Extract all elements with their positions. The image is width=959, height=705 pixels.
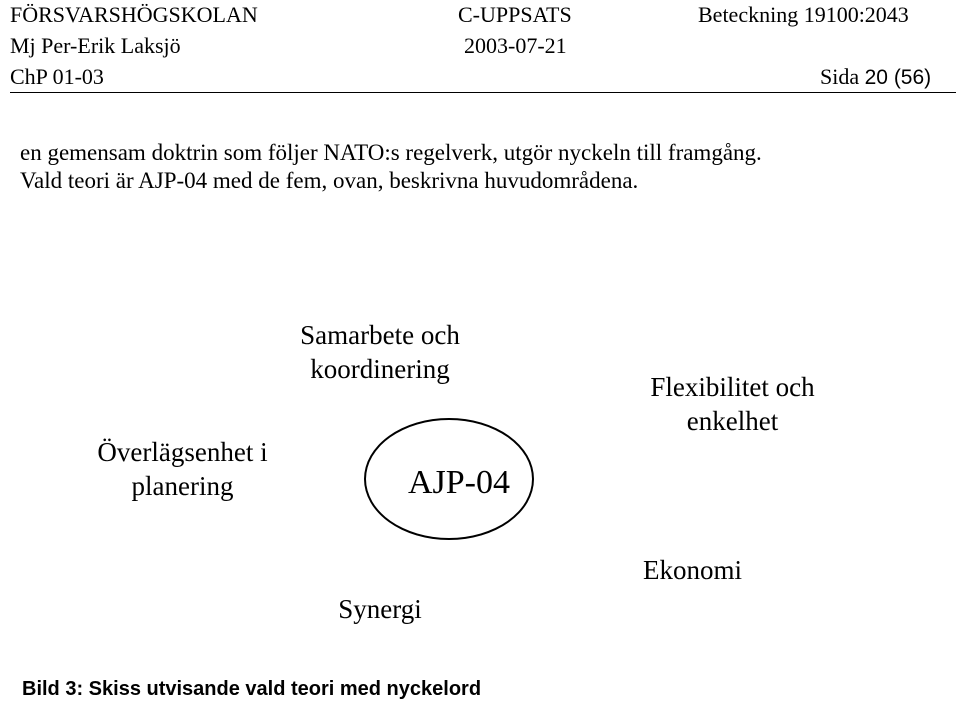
course-code: ChP 01-03 bbox=[10, 64, 104, 89]
concept-bottom: Synergi bbox=[338, 594, 422, 624]
concept-left-line-1: Överlägsenhet i bbox=[97, 437, 268, 467]
page-number: 20 (56) bbox=[864, 66, 932, 89]
concept-top-line-1: Samarbete och bbox=[300, 320, 460, 350]
concept-bottom-right: Ekonomi bbox=[643, 555, 742, 585]
document-designation: Beteckning 19100:2043 bbox=[698, 2, 909, 27]
author-name: Mj Per-Erik Laksjö bbox=[10, 33, 181, 58]
document-type: C-UPPSATS bbox=[458, 2, 572, 27]
concept-right bbox=[620, 370, 845, 438]
concept-right-line-1: Flexibilitet och bbox=[650, 372, 815, 402]
center-concept: AJP-04 bbox=[407, 464, 511, 501]
page-indicator bbox=[820, 64, 931, 91]
header-divider bbox=[10, 92, 956, 93]
body-line-1: en gemensam doktrin som följer NATO:s regelverk, utgör nyckeln till framgång. bbox=[20, 140, 762, 165]
concept-left-line-2: planering bbox=[131, 471, 234, 501]
page-label: Sida bbox=[820, 64, 860, 89]
concept-left bbox=[70, 435, 295, 503]
document-date: 2003-07-21 bbox=[464, 33, 567, 58]
concept-top-line-2: koordinering bbox=[310, 354, 450, 384]
concept-top bbox=[270, 318, 490, 386]
concept-right-line-2: enkelhet bbox=[686, 406, 779, 436]
figure-caption: Bild 3: Skiss utvisande vald teori med nyckelord bbox=[22, 678, 482, 700]
body-line-2: Vald teori är AJP-04 med de fem, ovan, beskrivna huvudområdena. bbox=[20, 168, 639, 193]
school-name: FÖRSVARSHÖGSKOLAN bbox=[10, 2, 258, 27]
